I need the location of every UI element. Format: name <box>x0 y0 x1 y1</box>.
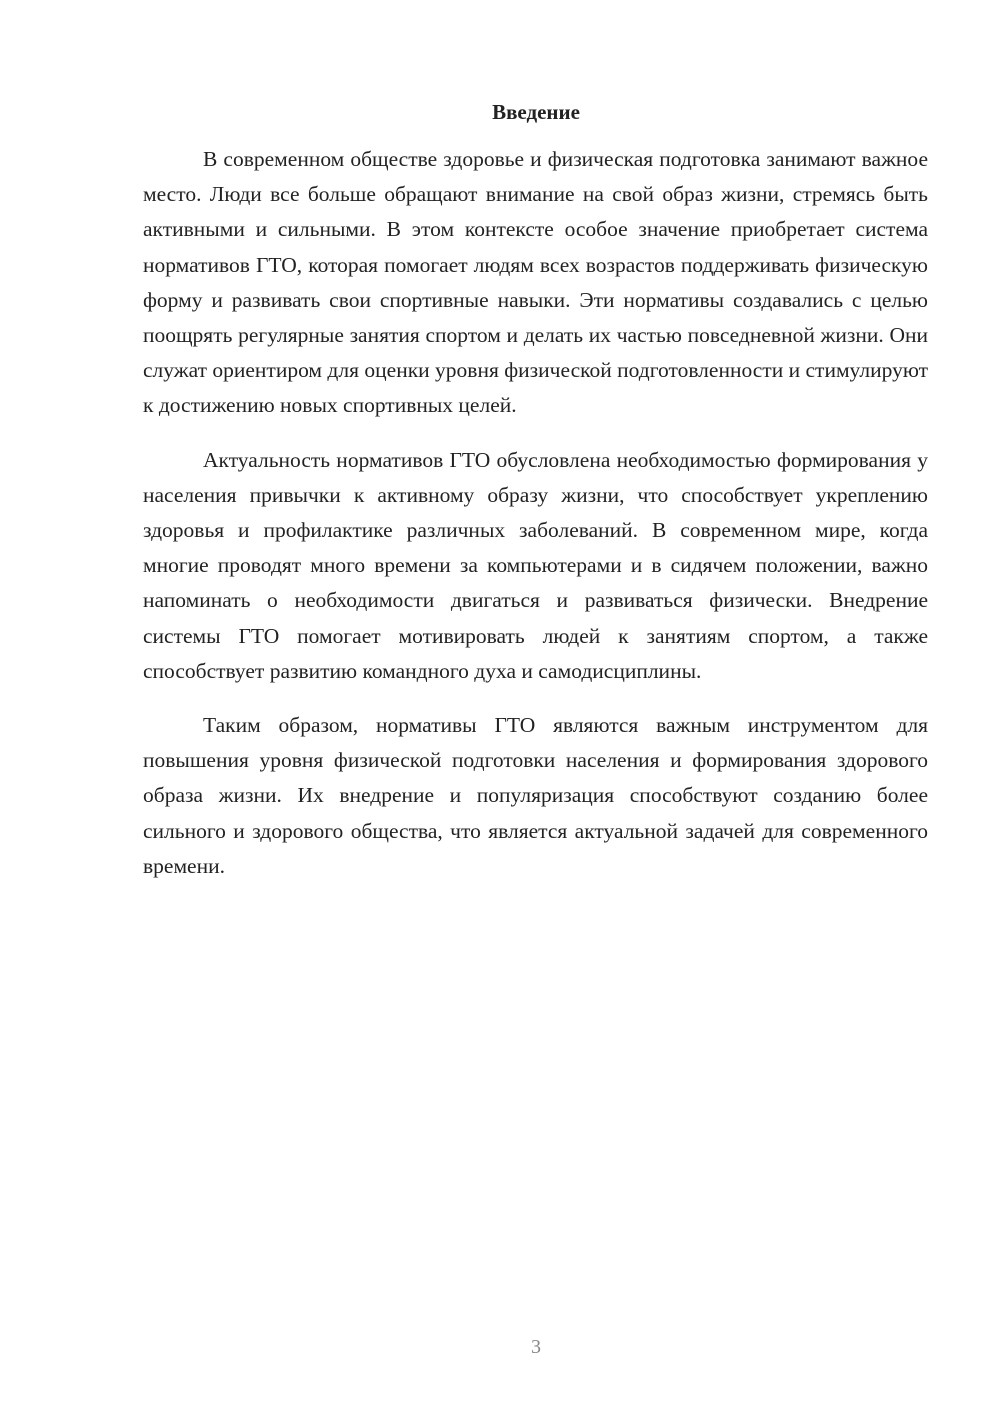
body-text <box>143 142 928 884</box>
page-title: Введение <box>492 100 580 124</box>
paragraph-relevance: Актуальность нормативов ГТО обусловлена необходимостью формирования у населения привычки к активному образу жизни, что способствует укреплению здоровья и профилактике различных заболеваний. В современном мире, когда многие проводят много времени за компьютерами и в сидячем положении, важно напоминать о необходимости двигаться и развиваться физически. Внедрение системы ГТО помогает мотивировать людей к занятиям спортом, а также способствует развитию командного духа и самодисциплины. <box>143 447 928 683</box>
page-number: 3 <box>531 1336 541 1358</box>
paragraph-conclusion: Таким образом, нормативы ГТО являются важным инструментом для повышения уровня физической подготовки населения и формирования здорового образа жизни. Их внедрение и популяризация способствуют созданию более сильного и здорового общества, что является актуальной задачей для современного времени. <box>143 713 928 878</box>
paragraph-intro: В современном обществе здоровье и физическая подготовка занимают важное место. Люди все больше обращают внимание на свой образ жизни, стремясь быть активными и сильными. В этом контексте особое значение приобретает система нормативов ГТО, которая помогает людям всех возрастов поддерживать физическую форму и развивать свои спортивные навыки. Эти нормативы создавались с целью поощрять регулярные занятия спортом и делать их частью повседневной жизни. Они служат ориентиром для оценки уровня физической подготовленности и стимулируют к достижению новых спортивных целей. <box>143 147 928 418</box>
